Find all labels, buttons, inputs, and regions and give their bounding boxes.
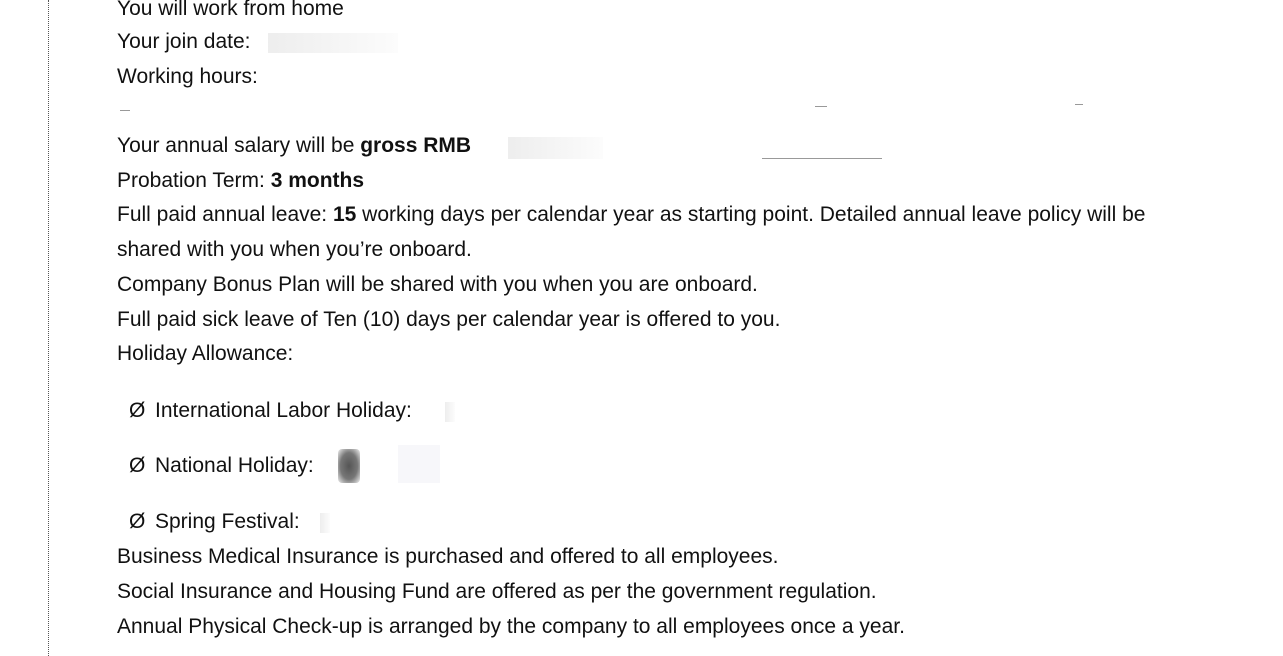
list-text: Your annual salary will be gross RMB [117, 134, 472, 157]
list-text: Your join date: [117, 30, 251, 53]
holiday-label: Spring Festival: [155, 510, 300, 533]
redacted-value [338, 449, 360, 483]
leave-days-emphasis: 15 [332, 203, 357, 226]
redacted-value [508, 137, 603, 159]
bullet-icon: Ø [129, 454, 146, 477]
redacted-value [268, 33, 398, 53]
probation-emphasis: 3 months [270, 169, 365, 192]
page-margin-rule [48, 0, 49, 656]
list-text: shared with you when you’re onboard. [117, 238, 472, 261]
list-text: Working hours: [117, 65, 258, 88]
list-text: Business Medical Insurance is purchased and offered to all employees. [117, 545, 779, 568]
redacted-value [320, 513, 330, 533]
redacted-value [445, 402, 455, 422]
list-text: You will work from home [117, 0, 344, 20]
holiday-label: National Holiday: [155, 454, 314, 477]
list-text: Full paid annual leave: 15 working days per calendar year as starting point. Detailed annual leave policy will be [117, 203, 1146, 226]
list-text: Company Bonus Plan will be shared with you when you are onboard. [117, 273, 758, 296]
list-text: Full paid sick leave of Ten (10) days per calendar year is offered to you. [117, 308, 781, 331]
list-text: Social Insurance and Housing Fund are offered as per the government regulation. [117, 580, 877, 603]
bullet-icon: Ø [129, 510, 146, 533]
bullet-icon: Ø [129, 399, 146, 422]
list-text: Probation Term: 3 months [117, 169, 365, 192]
holiday-label: International Labor Holiday: [155, 399, 412, 422]
list-text: Annual Physical Check-up is arranged by the company to all employees once a year. [117, 615, 905, 638]
salary-emphasis: gross RMB [360, 134, 472, 157]
list-text: Holiday Allowance: [117, 342, 294, 365]
